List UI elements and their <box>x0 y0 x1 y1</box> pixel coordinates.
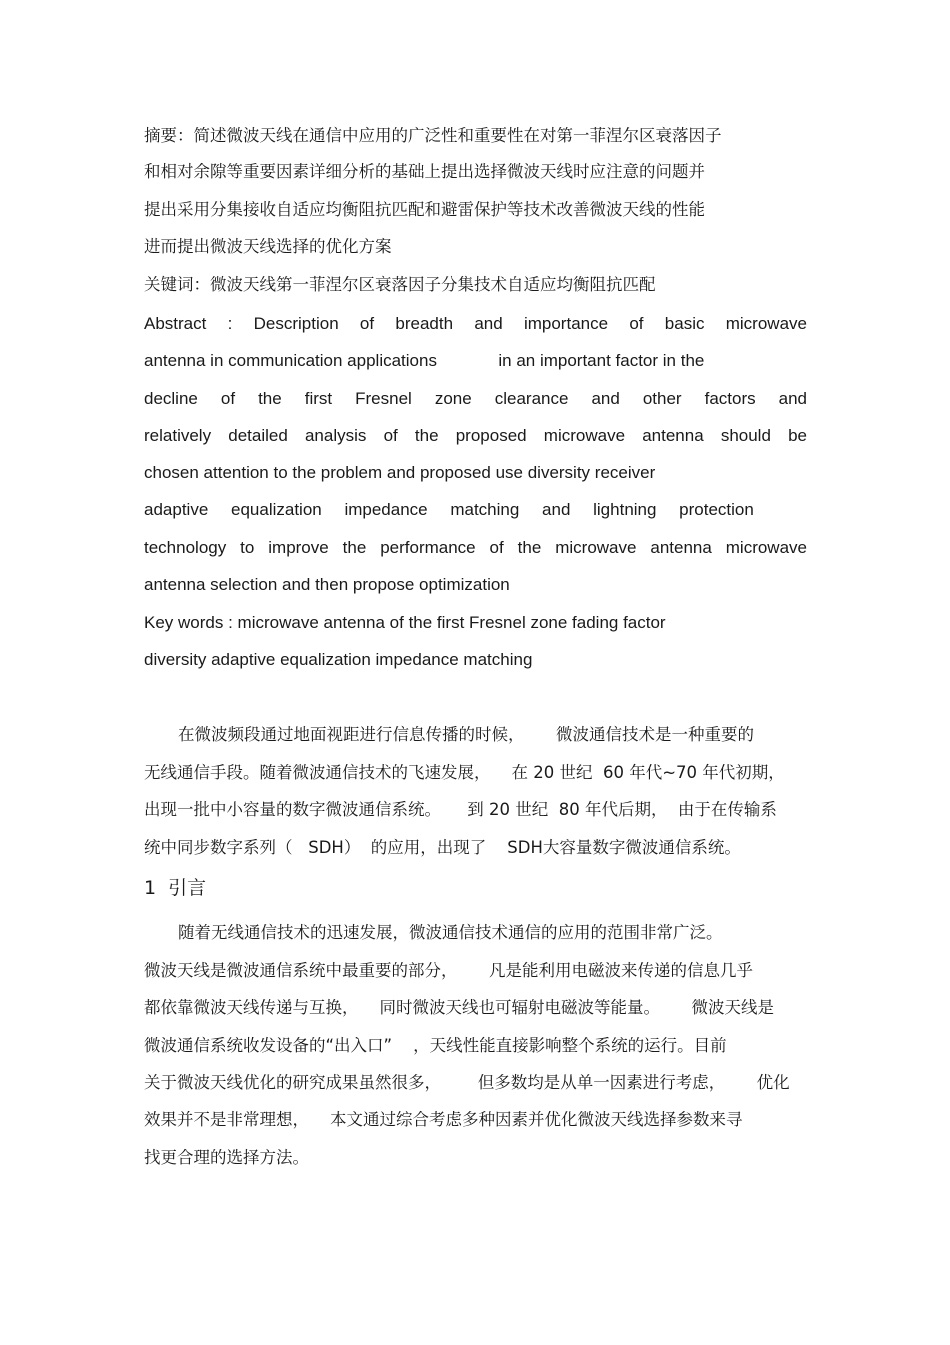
keywords-en-line: Key words : microwave antenna of the first Fresnel zone fading factor <box>144 613 666 632</box>
abstract-en-line: chosen attention to the problem and proposed use diversity receiver <box>144 463 656 482</box>
body-paragraph-line: 效果并不是非常理想， 本文通过综合考虑多种因素并优化微波天线选择参数来寻 <box>144 1110 743 1129</box>
body-paragraph-line: 统中同步数字系列（ SDH） 的应用，出现了 SDH大容量数字微波通信系统。 <box>144 838 741 857</box>
abstract-cn-line: 摘要：简述微波天线在通信中应用的广泛性和重要性在对第一菲涅尔区衰落因子 <box>144 126 722 145</box>
abstract-cn-line: 进而提出微波天线选择的优化方案 <box>144 237 392 256</box>
body-paragraph-line: 在微波频段通过地面视距进行信息传播的时候， 微波通信技术是一种重要的 <box>178 725 754 744</box>
abstract-en-line: decline of the first Fresnel zone clearance and other factors and <box>144 389 807 408</box>
abstract-en-line: antenna selection and then propose optimization <box>144 575 510 594</box>
body-paragraph-line: 找更合理的选择方法。 <box>144 1148 309 1167</box>
body-paragraph-line: 微波天线是微波通信系统中最重要的部分， 凡是能利用电磁波来传递的信息几乎 <box>144 961 753 980</box>
body-paragraph-line: 微波通信系统收发设备的“出入口” ，天线性能直接影响整个系统的运行。目前 <box>144 1036 727 1055</box>
keywords-en-line: diversity adaptive equalization impedance matching <box>144 650 533 669</box>
abstract-en-line: antenna in communication applications in an important factor in the <box>144 351 705 370</box>
abstract-en-line: Abstract : Description of breadth and importance of basic microwave <box>144 314 807 333</box>
body-paragraph-line: 关于微波天线优化的研究成果虽然很多， 但多数均是从单一因素进行考虑， 优化 <box>144 1073 790 1092</box>
body-paragraph-line: 都依靠微波天线传递与互换， 同时微波天线也可辐射电磁波等能量。 微波天线是 <box>144 998 774 1017</box>
abstract-en-line: adaptive equalization impedance matching and lightning protection <box>144 500 754 519</box>
abstract-cn-line: 和相对余隙等重要因素详细分析的基础上提出选择微波天线时应注意的问题并 <box>144 162 705 181</box>
abstract-en-line: relatively detailed analysis of the proposed microwave antenna should be <box>144 426 807 445</box>
abstract-cn-line: 提出采用分集接收自适应均衡阻抗匹配和避雷保护等技术改善微波天线的性能 <box>144 200 705 219</box>
abstract-en-line: technology to improve the performance of the microwave antenna microwave <box>144 538 807 557</box>
section-heading: 1 引言 <box>144 877 207 899</box>
body-paragraph-line: 出现一批中小容量的数字微波通信系统。 到 20 世纪 80 年代后期， 由于在传输系 <box>144 800 777 819</box>
body-paragraph-line: 随着无线通信技术的迅速发展，微波通信技术通信的应用的范围非常广泛。 <box>178 923 723 942</box>
keywords-cn: 关键词：微波天线第一菲涅尔区衰落因子分集技术自适应均衡阻抗匹配 <box>144 275 656 294</box>
body-paragraph-line: 无线通信手段。随着微波通信技术的飞速发展， 在 20 世纪 60 年代~70 年代初期， <box>144 763 785 782</box>
